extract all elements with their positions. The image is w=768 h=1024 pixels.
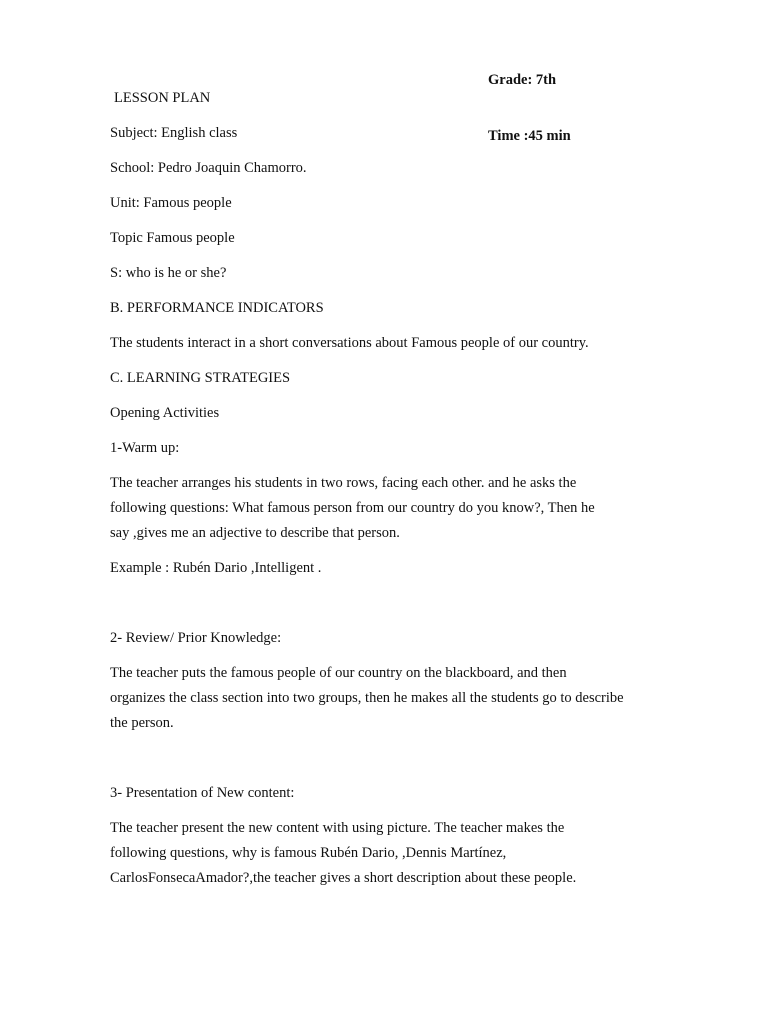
learning-strategies-heading: C. LEARNING STRATEGIES (110, 370, 291, 386)
lesson-plan-body (110, 86, 670, 891)
structure-line: S: who is he or she? (110, 265, 227, 281)
warm-up-paragraph (110, 471, 670, 546)
presentation-line: The teacher present the new content with using picture. The teacher makes the (110, 820, 565, 836)
opening-activities-heading: Opening Activities (110, 405, 220, 421)
subject-line: Subject: English class (110, 125, 238, 141)
performance-indicators-text: The students interact in a short conversations about Famous people of our country. (110, 335, 589, 351)
warm-up-line: The teacher arranges his students in two rows, facing each other. and he asks the (110, 475, 577, 491)
review-heading: 2- Review/ Prior Knowledge: (110, 630, 282, 646)
school-line: School: Pedro Joaquin Chamorro. (110, 160, 307, 176)
review-line: organizes the class section into two groups, then he makes all the students go to describe (110, 690, 624, 706)
time-label: Time :45 min (488, 128, 571, 144)
warm-up-line: following questions: What famous person from our country do you know?, Then he (110, 500, 595, 516)
warm-up-heading: 1-Warm up: (110, 440, 180, 456)
example-line: Example : Rubén Dario ,Intelligent . (110, 560, 322, 576)
grade-label: Grade: 7th (488, 72, 557, 88)
review-paragraph (110, 661, 670, 736)
unit-line: Unit: Famous people (110, 195, 232, 211)
presentation-heading: 3- Presentation of New content: (110, 785, 295, 801)
presentation-line: following questions, why is famous Rubén Dario, ,Dennis Martínez, (110, 845, 507, 861)
lesson-plan-title: LESSON PLAN (114, 90, 211, 106)
presentation-line: CarlosFonsecaAmador?,the teacher gives a short description about these people. (110, 870, 577, 886)
review-line: the person. (110, 715, 174, 731)
presentation-paragraph (110, 816, 670, 891)
performance-indicators-heading: B. PERFORMANCE INDICATORS (110, 300, 324, 316)
topic-line: Topic Famous people (110, 230, 235, 246)
review-line: The teacher puts the famous people of our country on the blackboard, and then (110, 665, 567, 681)
warm-up-line: say ,gives me an adjective to describe that person. (110, 525, 400, 541)
